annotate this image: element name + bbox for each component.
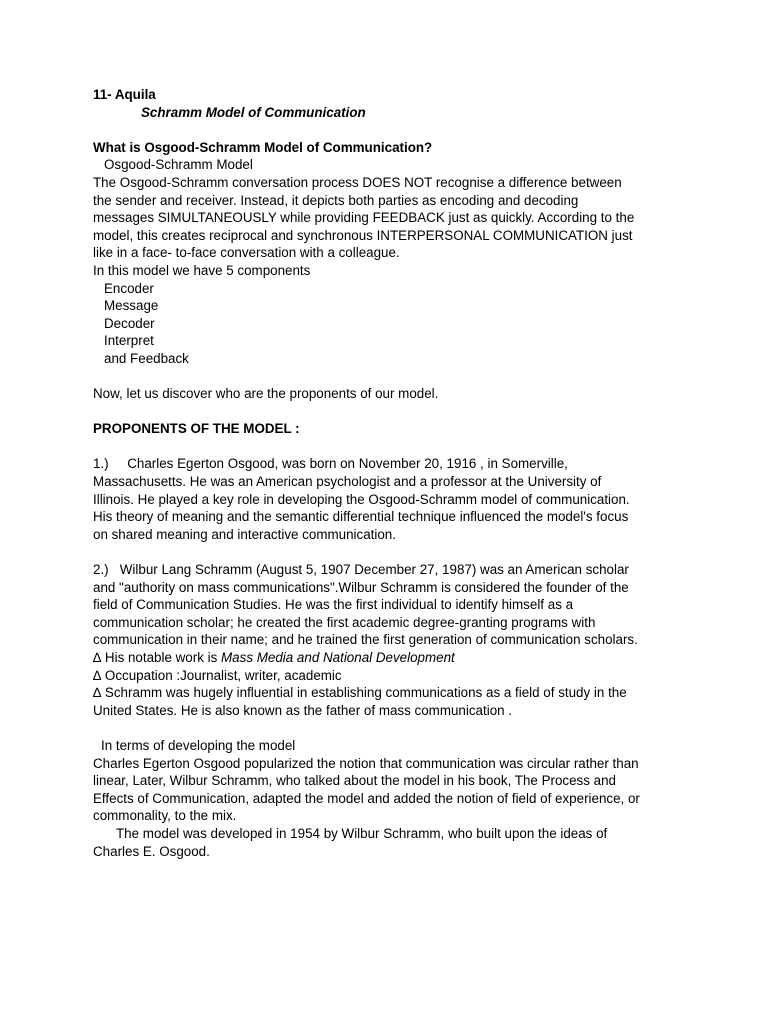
- document-page: [93, 86, 693, 860]
- development-heading: In terms of developing the model: [101, 737, 296, 753]
- notable-work-line: [93, 649, 693, 667]
- author-line: 11- Aquila: [93, 87, 156, 102]
- proponents-heading: PROPONENTS OF THE MODEL :: [93, 421, 300, 437]
- document-title: Schramm Model of Communication: [141, 104, 366, 120]
- delta-bullet-icon: ∆: [93, 667, 102, 683]
- occupation-text: Occupation :Journalist, writer, academic: [101, 667, 342, 683]
- proponent-2-line: field of Communication Studies. He was the first individual to identify himself as a: [93, 597, 574, 613]
- proponent-1-line: on shared meaning and interactive communication.: [93, 526, 396, 542]
- development-line: commonality, to the mix.: [93, 808, 237, 824]
- transition-line: Now, let us discover who are the proponents of our model.: [93, 386, 439, 402]
- delta-bullet-icon: ∆: [93, 685, 102, 701]
- section-question: What is Osgood-Schramm Model of Communication?: [93, 139, 433, 155]
- component-item: Encoder: [104, 280, 154, 296]
- proponent-2-line: and "authority on mass communications".Wilbur Schramm is considered the founder of the: [93, 579, 629, 595]
- influence-line: [93, 684, 693, 702]
- component-item: Message: [104, 298, 159, 314]
- delta-bullet-icon: ∆: [93, 650, 102, 665]
- spacer: [93, 543, 693, 561]
- occupation-line: [93, 667, 693, 685]
- paragraph-line: The Osgood-Schramm conversation process DOES NOT recognise a difference between: [93, 174, 622, 190]
- influence-text: Schramm was hugely influential in establishing communications as a field of study in the: [101, 685, 627, 701]
- proponent-2-line: communication scholar; he created the first academic degree-granting programs with: [93, 614, 596, 630]
- development-line: linear, Later, Wilbur Schramm, who talked about the model in his book, The Process and: [93, 773, 617, 789]
- component-item: and Feedback: [104, 350, 189, 366]
- components-intro: In this model we have 5 components: [93, 262, 311, 278]
- development-line: Charles Egerton Osgood popularized the notion that communication was circular rather than: [93, 755, 639, 771]
- paragraph-line: model, this creates reciprocal and synchronous INTERPERSONAL COMMUNICATION just: [93, 227, 633, 243]
- spacer: [93, 121, 693, 139]
- section-subheading: Osgood-Schramm Model: [104, 157, 253, 173]
- spacer: [93, 438, 693, 456]
- development-line: Effects of Communication, adapted the model and added the notion of field of experience, or: [93, 790, 640, 806]
- spacer: [93, 368, 693, 386]
- notable-work-title: Mass Media and National Development: [221, 650, 455, 665]
- proponent-2-line: communication in their name; and he trained the first generation of communication scholars.: [93, 632, 638, 648]
- closing-line: The model was developed in 1954 by Wilbur Schramm, who built upon the ideas of: [116, 825, 608, 841]
- spacer: [93, 719, 693, 737]
- influence-line-continued: United States. He is also known as the father of mass communication .: [93, 702, 513, 718]
- paragraph-line: the sender and receiver. Instead, it depicts both parties as encoding and decoding: [93, 192, 579, 208]
- paragraph-line: messages SIMULTANEOUSLY while providing FEEDBACK just as quickly. According to the: [93, 210, 635, 226]
- paragraph-line: like in a face- to-face conversation with a colleague.: [93, 245, 400, 261]
- component-item: Decoder: [104, 315, 155, 331]
- proponent-1-line: His theory of meaning and the semantic differential technique influenced the model's focus: [93, 509, 629, 525]
- closing-line-continued: Charles E. Osgood.: [93, 843, 210, 859]
- proponent-1-line: Illinois. He played a key role in developing the Osgood-Schramm model of communication.: [93, 491, 630, 507]
- notable-work-prefix: His notable work is: [101, 650, 222, 665]
- proponent-2-line: 2.) Wilbur Lang Schramm (August 5, 1907 December 27, 1987) was an American scholar: [93, 562, 629, 578]
- proponent-1-line: 1.) Charles Egerton Osgood, was born on November 20, 1916 , in Somerville,: [93, 456, 568, 472]
- spacer: [93, 403, 693, 421]
- proponent-1-line: Massachusetts. He was an American psychologist and a professor at the University of: [93, 474, 602, 490]
- component-item: Interpret: [104, 333, 154, 349]
